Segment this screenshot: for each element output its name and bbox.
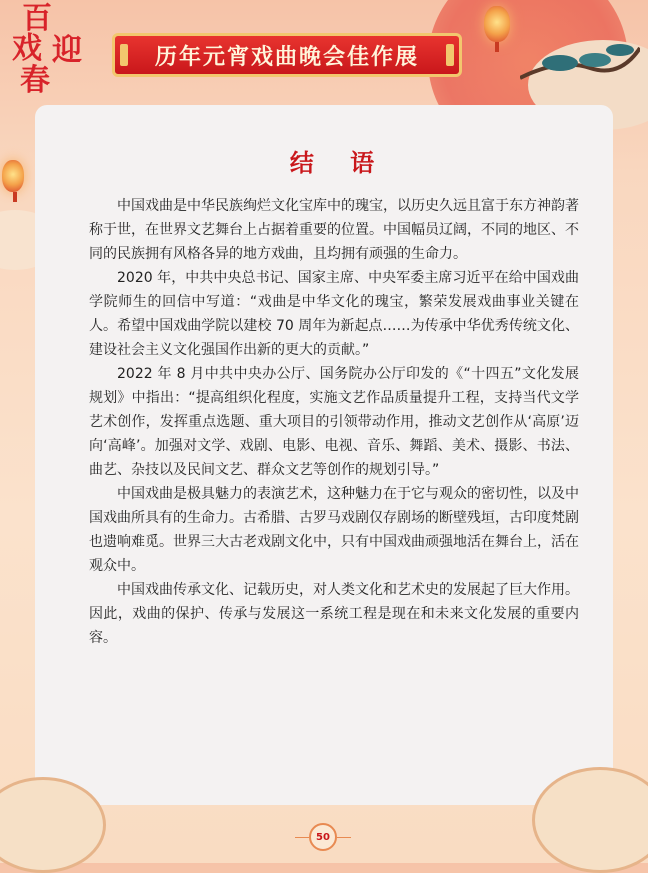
- pine-branch-decoration: [520, 38, 640, 98]
- brand-char: 戏: [12, 31, 42, 66]
- title-banner: [112, 33, 462, 77]
- article-paragraph: 2022 年 8 月中共中央办公厅、国务院办公厅印发的《“十四五”文化发展规划》中指出：“提高组织化程度，实施文艺作品质量提升工程，支持当代文学艺术创作，发挥重点选题、重大项目的引领带动作用，推动文艺创作从‘高原’迈向‘高峰’。加强对文学、戏剧、电影、电视、音乐、舞蹈、美术、摄影、书法、曲艺、杂技以及民间文艺、群众文艺等创作的规划引导。”: [89, 366, 579, 478]
- lantern-icon: [2, 160, 24, 192]
- brand-char: 百: [22, 1, 52, 36]
- article-paragraph: 中国戏曲是中华民族绚烂文化宝库中的瑰宝，以历史久远且富于东方神韵著称于世，在世界文艺舞台上占据着重要的位置。中国幅员辽阔，不同的地区、不同的民族拥有风格各异的地方戏曲，且均拥有顽强的生命力。: [89, 198, 579, 262]
- article-paragraph: 2020 年，中共中央总书记、国家主席、中央军委主席习近平在给中国戏曲学院师生的回信中写道：“戏曲是中华文化的瑰宝，繁荣发展戏曲事业关键在人。希望中国戏曲学院以建校 70 周年为新起点……为传承中华优秀传统文化、建设社会主义文化强国作出新的更大的贡献。”: [89, 270, 579, 358]
- cloud-decoration: [532, 767, 648, 873]
- article-paragraph: 中国戏曲传承文化、记载历史，对人类文化和艺术史的发展起了巨大作用。因此，戏曲的保护、传承与发展这一系统工程是现在和未来文化发展的重要内容。: [89, 582, 579, 646]
- brand-char: 迎: [52, 33, 82, 68]
- article-paragraph: 中国戏曲是极具魅力的表演艺术，这种魅力在于它与观众的密切性，以及中国戏曲所具有的生命力。古希腊、古罗马戏剧仅存剧场的断壁残垣，古印度梵剧也遗响难觅。世界三大古老戏剧文化中，只有中国戏曲顽强地活在舞台上，活在观众中。: [89, 486, 579, 574]
- article-heading: 结 语: [289, 148, 389, 177]
- brand-char: 春: [20, 63, 50, 98]
- lantern-icon: [484, 6, 510, 42]
- article-card: [35, 105, 613, 805]
- page-number: 50: [309, 823, 337, 851]
- banner-title: 历年元宵戏曲晚会佳作展: [154, 43, 419, 70]
